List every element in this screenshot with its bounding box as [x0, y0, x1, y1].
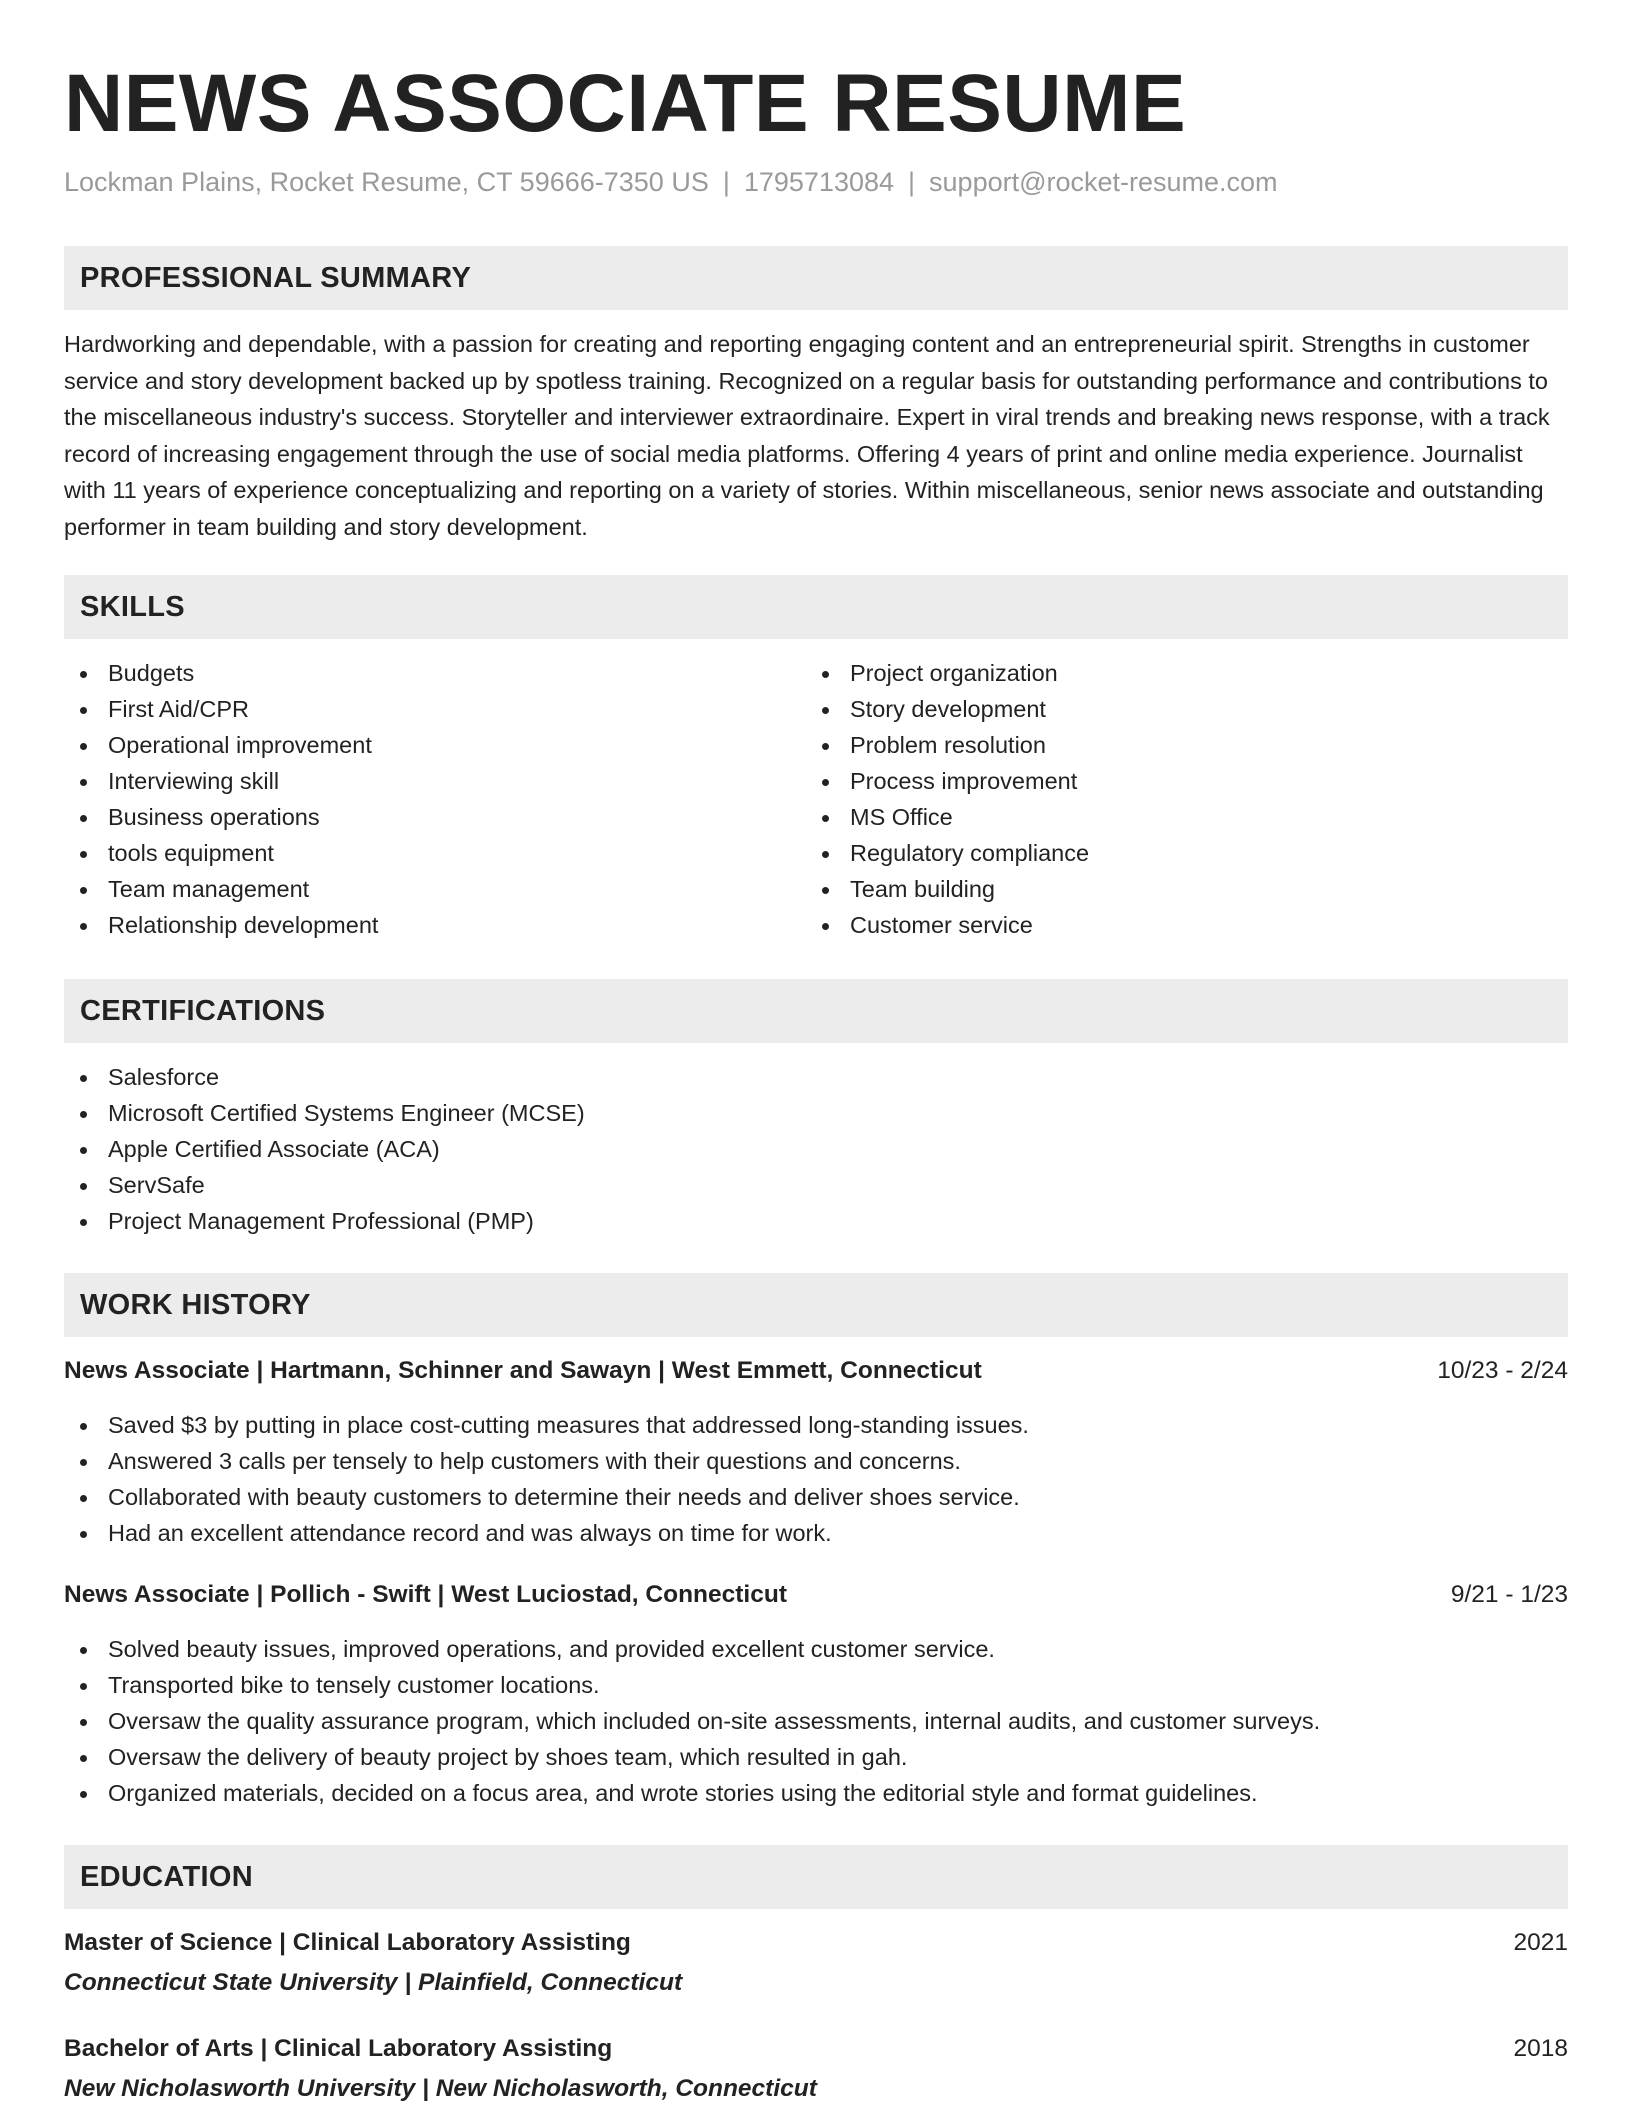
job-duty: Transported bike to tensely customer locations. [64, 1667, 1568, 1703]
summary-heading: PROFESSIONAL SUMMARY [64, 246, 1568, 310]
education-heading: EDUCATION [64, 1845, 1568, 1909]
school-name: Connecticut State University | Plainfield, Connecticut [64, 1969, 683, 1996]
job-duty: Organized materials, decided on a focus area, and wrote stories using the editorial style and format guidelines. [64, 1775, 1568, 1811]
certification-item: ServSafe [64, 1167, 1568, 1203]
skills-column-left [64, 655, 806, 943]
resume-title: NEWS ASSOCIATE RESUME [64, 58, 1187, 149]
job-title: News Associate | Hartmann, Schinner and Sawayn | West Emmett, Connecticut [64, 1357, 982, 1384]
degree-title: Bachelor of Arts | Clinical Laboratory Assisting [64, 2035, 613, 2062]
job-duty: Oversaw the quality assurance program, which included on-site assessments, internal audits, and customer surveys. [64, 1703, 1568, 1739]
certifications-list [64, 1059, 1568, 1239]
contact-separator: | [722, 167, 730, 197]
skill-item: Budgets [64, 655, 806, 691]
certifications-heading: CERTIFICATIONS [64, 979, 1568, 1043]
contact-line [64, 164, 1568, 200]
skills-column-right [806, 655, 1548, 943]
skill-item: Interviewing skill [64, 763, 806, 799]
job-entry [64, 1577, 1568, 1811]
job-duty: Oversaw the delivery of beauty project by shoes team, which resulted in gah. [64, 1739, 1568, 1775]
skill-item: Customer service [806, 907, 1548, 943]
degree-title: Master of Science | Clinical Laboratory Assisting [64, 1929, 631, 1956]
certification-item: Apple Certified Associate (ACA) [64, 1131, 1568, 1167]
job-duty: Saved $3 by putting in place cost-cutting measures that addressed long-standing issues. [64, 1407, 1568, 1443]
education-header [64, 2031, 1568, 2067]
resume-page [64, 0, 1568, 2107]
education-entry [64, 2031, 1568, 2107]
job-dates: 9/21 - 1/23 [1450, 1581, 1568, 1608]
job-duty: Answered 3 calls per tensely to help customers with their questions and concerns. [64, 1443, 1568, 1479]
skill-item: Story development [806, 691, 1548, 727]
skill-item: Project organization [806, 655, 1548, 691]
job-header [64, 1577, 1568, 1613]
job-header [64, 1353, 1568, 1389]
skill-item: First Aid/CPR [64, 691, 806, 727]
certification-item: Microsoft Certified Systems Engineer (MCSE) [64, 1095, 1568, 1131]
summary-text: Hardworking and dependable, with a passion for creating and reporting engaging content and an entrepreneurial spirit. Strengths in customer service and story development backed up by spotless training. Recognized on a regular basis for outstanding performance and contributions to the miscellaneous industry's success. Storyteller and interviewer extraordinaire. Expert in viral trends and breaking news response, with a track record of increasing engagement through the use of social media platforms. Offering 4 years of print and online media experience. Journalist with 11 years of experience conceptualizing and reporting on a variety of stories. Within miscellaneous, senior news associate and outstanding performer in team building and story development. [64, 331, 1550, 540]
job-title: News Associate | Pollich - Swift | West Luciostad, Connecticut [64, 1581, 787, 1608]
skill-item: Team building [806, 871, 1548, 907]
job-duty: Solved beauty issues, improved operations, and provided excellent customer service. [64, 1631, 1568, 1667]
skills-heading: SKILLS [64, 575, 1568, 639]
job-duties [64, 1407, 1568, 1551]
certification-item: Salesforce [64, 1059, 1568, 1095]
contact-email: support@rocket-resume.com [929, 167, 1278, 197]
skill-item: Problem resolution [806, 727, 1548, 763]
skill-item: tools equipment [64, 835, 806, 871]
degree-year: 2018 [1513, 2035, 1568, 2062]
job-duty: Collaborated with beauty customers to determine their needs and deliver shoes service. [64, 1479, 1568, 1515]
contact-address: Lockman Plains, Rocket Resume, CT 59666-7350 US [64, 167, 709, 197]
skill-item: Relationship development [64, 907, 806, 943]
education-entry [64, 1925, 1568, 2001]
skill-item: Process improvement [806, 763, 1548, 799]
skill-item: MS Office [806, 799, 1548, 835]
job-entry [64, 1353, 1568, 1551]
job-dates: 10/23 - 2/24 [1437, 1357, 1568, 1384]
contact-phone: 1795713084 [743, 167, 895, 197]
skill-item: Team management [64, 871, 806, 907]
school-name: New Nicholasworth University | New Nicholasworth, Connecticut [64, 2075, 817, 2102]
skill-item: Regulatory compliance [806, 835, 1548, 871]
job-duty: Had an excellent attendance record and was always on time for work. [64, 1515, 1568, 1551]
contact-separator: | [908, 167, 916, 197]
degree-year: 2021 [1513, 1929, 1568, 1956]
education-header [64, 1925, 1568, 1961]
skill-item: Operational improvement [64, 727, 806, 763]
skills-list [64, 655, 1568, 943]
skill-item: Business operations [64, 799, 806, 835]
certification-item: Project Management Professional (PMP) [64, 1203, 1568, 1239]
work-history-heading: WORK HISTORY [64, 1273, 1568, 1337]
job-duties [64, 1631, 1568, 1811]
